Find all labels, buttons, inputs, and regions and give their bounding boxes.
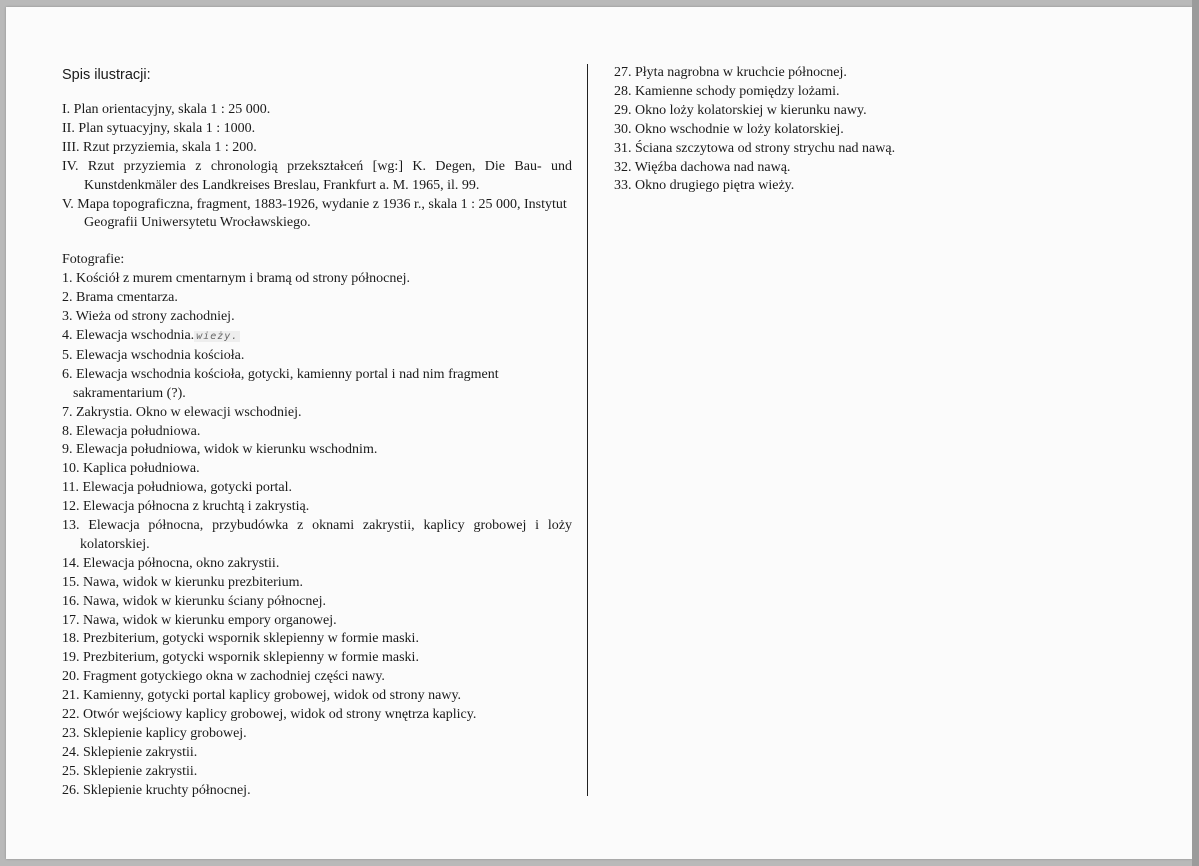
photo-item: 14. Elewacja północna, okno zakrystii.	[62, 555, 280, 571]
scan-edge	[1192, 0, 1199, 866]
photo-item: 29. Okno loży kolatorskiej w kierunku nawy.	[614, 102, 867, 118]
column-divider	[587, 64, 588, 796]
photo-item: 18. Prezbiterium, gotycki wspornik sklepienny w formie maski.	[62, 631, 419, 647]
photo-item: 23. Sklepienie kaplicy grobowej.	[62, 726, 247, 741]
plan-item: II. Plan sytuacyjny, skala 1 : 1000.	[62, 120, 256, 136]
photo-item: 28. Kamienne schody pomiędzy lożami.	[614, 83, 840, 99]
photo-item: 24. Sklepienie zakrystii.	[62, 744, 198, 760]
photo-item: 12. Elewacja północna z kruchtą i zakrystią.	[62, 499, 310, 515]
photo-item: 11. Elewacja południowa, gotycki portal.	[62, 480, 293, 496]
photo-item: 7. Zakrystia. Okno w elewacji wschodniej.	[62, 404, 302, 420]
photo-item-text: 4. Elewacja wschodnia.	[62, 327, 195, 343]
photo-item: 16. Nawa, widok w kierunku ściany północnej.	[62, 593, 326, 609]
plans-list	[62, 101, 572, 233]
photo-item: 10. Kaplica południowa.	[62, 461, 200, 477]
photos-list-left	[62, 270, 572, 800]
plan-item: III. Rzut przyziemia, skala 1 : 200.	[62, 139, 257, 155]
photo-item: 19. Prezbiterium, gotycki wspornik sklepienny w formie maski.	[62, 650, 419, 666]
photo-item: 2. Brama cmentarza.	[62, 290, 178, 306]
photos-heading: Fotografie:	[62, 252, 125, 268]
photo-item: 27. Płyta nagrobna w kruchcie północnej.	[614, 65, 847, 80]
photo-item	[62, 327, 572, 347]
photo-item: 6. Elewacja wschodnia kościoła, gotycki, kamienny portal i nad nim fragment sakramentarium (?).	[62, 366, 499, 401]
photo-item: 21. Kamienny, gotycki portal kaplicy grobowej, widok od strony nawy.	[62, 688, 462, 704]
plan-item: I. Plan orientacyjny, skala 1 : 25 000.	[62, 102, 271, 117]
photo-item: 3. Wieża od strony zachodniej.	[62, 309, 235, 325]
photo-item: 31. Ściana szczytowa od strony strychu nad nawą.	[614, 140, 896, 156]
photo-item: 26. Sklepienie kruchty północnej.	[62, 782, 251, 798]
plan-item: V. Mapa topograficzna, fragment, 1883-1926, wydanie z 1936 r., skala 1 : 25 000, Instytut Geografii Uniwersytetu Wrocławskiego.	[62, 196, 567, 231]
photo-item: 8. Elewacja południowa.	[62, 423, 201, 439]
photo-item: 5. Elewacja wschodnia kościoła.	[62, 347, 245, 363]
handwritten-annotation: wieży.	[196, 330, 239, 342]
photo-item: 20. Fragment gotyckiego okna w zachodniej części nawy.	[62, 669, 385, 685]
photo-item: 13. Elewacja północna, przybudówka z oknami zakrystii, kaplicy grobowej i loży kolatorskiej.	[62, 518, 572, 552]
plan-item: IV. Rzut przyziemia z chronologią przekształceń [wg:] K. Degen, Die Bau- und Kunstdenkmäler des Landkreises Breslau, Frankfurt a. M. 1965, il. 99.	[62, 158, 572, 193]
photos-list-right	[614, 64, 1174, 196]
photo-item: 17. Nawa, widok w kierunku empory organowej.	[62, 612, 337, 628]
photo-item: 15. Nawa, widok w kierunku prezbiterium.	[62, 574, 304, 590]
photo-item: 32. Więźba dachowa nad nawą.	[614, 159, 791, 175]
photo-item: 22. Otwór wejściowy kaplicy grobowej, widok od strony wnętrza kaplicy.	[62, 707, 477, 723]
left-column	[62, 66, 572, 801]
photo-item: 30. Okno wschodnie w loży kolatorskiej.	[614, 121, 844, 137]
photo-item: 9. Elewacja południowa, widok w kierunku wschodnim.	[62, 442, 378, 458]
photo-item: 1. Kościół z murem cmentarnym i bramą od strony północnej.	[62, 271, 410, 287]
right-column	[614, 64, 1174, 196]
photo-item: 25. Sklepienie zakrystii.	[62, 763, 198, 779]
photo-item: 33. Okno drugiego piętra wieży.	[614, 178, 795, 194]
list-heading: Spis ilustracji:	[62, 67, 151, 83]
